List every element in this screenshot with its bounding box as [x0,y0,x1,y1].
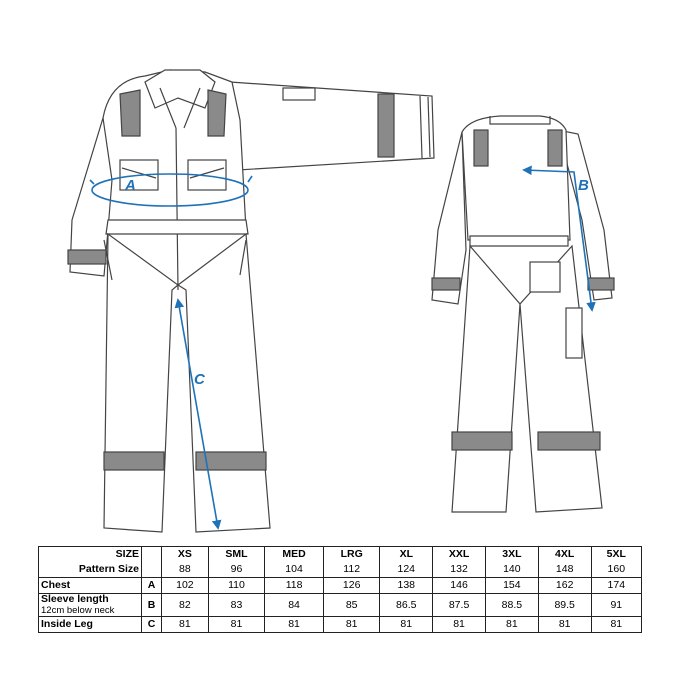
front-leg-band-left [104,452,164,470]
back-left-leg [452,246,520,512]
callout-c: C [194,371,205,388]
front-view [68,70,434,532]
measurement-value: 85 [323,594,379,617]
pattern-size-cell: 88 [162,562,209,578]
measurement-value: 174 [591,578,641,594]
size-header-cell: 3XL [485,547,538,563]
size-header-cell: XS [162,547,209,563]
size-header-cell: XL [380,547,433,563]
pattern-size-row [39,562,642,578]
measurement-label: Inside Leg [41,618,93,630]
size-header-cell: LRG [323,547,379,563]
measurement-value: 89.5 [538,594,591,617]
callout-a: A [125,177,136,194]
measurement-value: 81 [162,617,209,633]
size-header-label: SIZE [39,547,142,563]
measurement-value: 84 [265,594,324,617]
measurement-value: 81 [265,617,324,633]
measurement-value: 87.5 [433,594,486,617]
measurement-value: 154 [485,578,538,594]
size-header-cell: XXL [433,547,486,563]
measurement-value: 81 [208,617,264,633]
measurement-value: 91 [591,594,641,617]
measurement-value: 81 [538,617,591,633]
measurement-label-cell [39,617,142,633]
callout-b: B [578,177,589,194]
measurement-code: C [142,617,162,633]
pattern-size-cell: 160 [591,562,641,578]
pattern-size-cell: 132 [433,562,486,578]
size-chart-table [38,546,642,633]
measurement-value: 81 [433,617,486,633]
size-header-row [39,547,642,563]
size-header-cell: 5XL [591,547,641,563]
measurement-row [39,594,642,617]
measurement-value: 81 [591,617,641,633]
measurement-sublabel: 12cm below neck [41,605,115,616]
size-header-cell: 4XL [538,547,591,563]
front-sleeve-band [378,94,394,157]
measurement-code: A [142,578,162,594]
measurement-value: 86.5 [380,594,433,617]
back-shoulder-band-right [548,130,562,166]
front-shoulder-band-right [208,90,226,136]
front-left-leg [104,234,178,532]
back-shoulder-band-left [474,130,488,166]
measurement-label-cell [39,578,142,594]
pattern-size-cell: 148 [538,562,591,578]
measurement-label-cell [39,594,142,617]
measurement-value: 81 [323,617,379,633]
measurement-value: 162 [538,578,591,594]
measurement-value: 81 [380,617,433,633]
measurement-value: 83 [208,594,264,617]
pattern-size-label: Pattern Size [39,562,142,578]
measurement-label: Chest [41,579,71,591]
size-header-cell: SML [208,547,264,563]
measurement-row [39,617,642,633]
measurement-value: 110 [208,578,264,594]
measurement-label: Sleeve length [41,593,109,605]
measurement-value: 118 [265,578,324,594]
pattern-size-cell: 96 [208,562,264,578]
back-leg-band-left [452,432,512,450]
measurement-value: 102 [162,578,209,594]
measurement-row [39,578,642,594]
measurement-value: 81 [485,617,538,633]
measurement-value: 138 [380,578,433,594]
pattern-size-cell: 104 [265,562,324,578]
measurement-value: 82 [162,594,209,617]
measurement-value: 88.5 [485,594,538,617]
pattern-size-cell: 140 [485,562,538,578]
measurement-code: B [142,594,162,617]
measurement-value: 126 [323,578,379,594]
back-leg-band-right [538,432,600,450]
size-header-cell: MED [265,547,324,563]
pattern-size-cell: 112 [323,562,379,578]
front-shoulder-band-left [120,90,140,136]
back-view [432,116,614,512]
measurement-value: 146 [433,578,486,594]
pattern-size-cell: 124 [380,562,433,578]
front-extended-sleeve [230,82,434,170]
front-left-cuff-band [68,250,106,264]
